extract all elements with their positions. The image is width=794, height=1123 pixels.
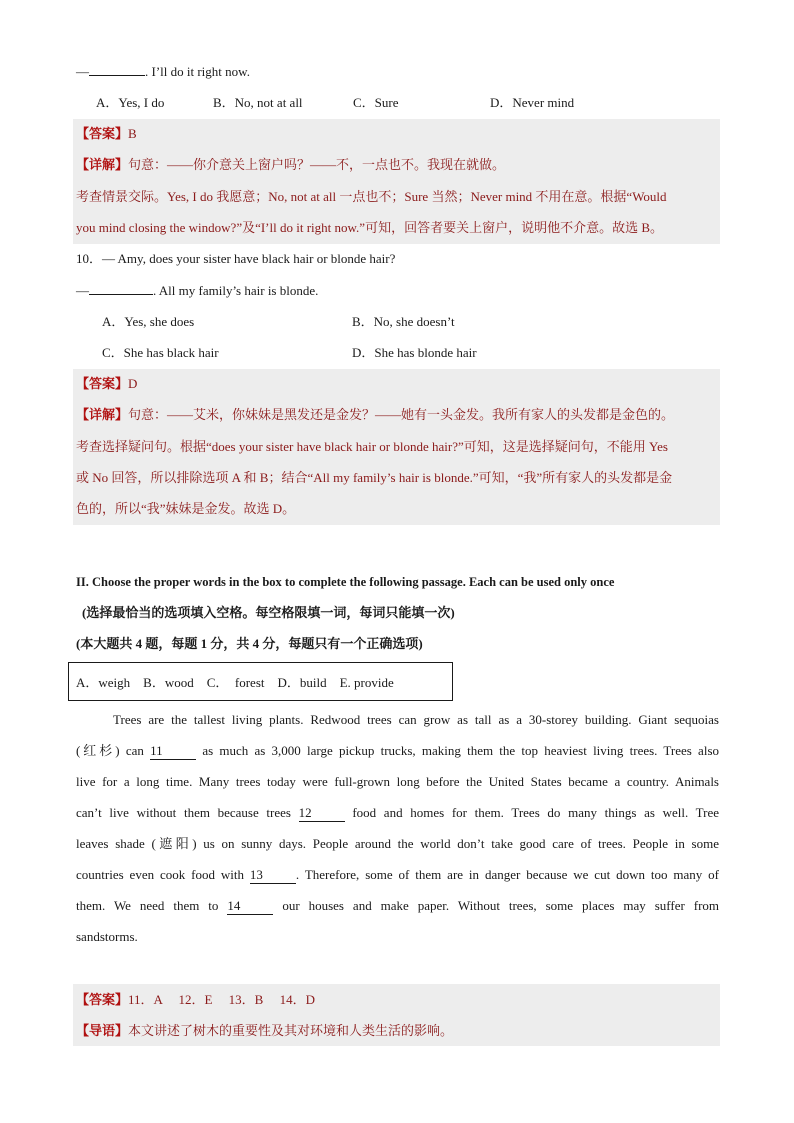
dash: — — [76, 64, 89, 79]
passage-line-2 — [76, 735, 719, 766]
q10-answer-row — [76, 374, 137, 394]
q10-option-a: A．Yes, she does — [102, 314, 195, 329]
section2-answers: 11．A 12．E 13．B 14．D — [128, 992, 315, 1007]
q10-prompt — [76, 281, 318, 301]
q9-answer-row — [76, 124, 137, 144]
q9-option-a: A．Yes, I do — [96, 95, 165, 110]
passage-text: . Therefore, some of them are in danger because we cut down too many of — [295, 867, 719, 882]
q10-detail-row — [76, 405, 674, 425]
q10-blank — [89, 294, 153, 295]
passage-line-1: Trees are the tallest living plants. Redwood trees can grow as tall as a 30-storey building. Giant sequoias — [113, 712, 719, 727]
answer-tag: 【答案】 — [76, 992, 129, 1007]
q10-prompt-text: . All my family’s hair is blonde. — [153, 283, 319, 298]
blank-13[interactable]: 13 — [250, 867, 296, 884]
q10-question: 10．— Amy, does your sister have black hair or blonde hair? — [76, 251, 396, 266]
q9-prompt — [76, 62, 250, 82]
section2-guide-row — [76, 1021, 453, 1041]
section2-answer-row — [76, 990, 315, 1010]
word-box — [68, 662, 453, 701]
passage-text: our houses and make paper. Without trees, some places may suffer from — [282, 898, 720, 913]
blank-14[interactable]: 14 — [227, 898, 273, 915]
q10-detail-1: 句意：——艾米，你妹妹是黑发还是金发？——她有一头金发。我所有家人的头发都是金色的。 — [128, 407, 675, 422]
section2-note: (本大题共 4 题，每题 1 分，共 4 分，每题只有一个正确选项) — [76, 636, 423, 651]
q10-answer-box — [73, 369, 720, 525]
section2-guide: 本文讲述了树木的重要性及其对环境和人类生活的影响。 — [128, 1023, 454, 1038]
passage-text: as much as 3,000 large pickup trucks, making them the top heaviest living trees. Trees also — [202, 743, 719, 758]
passage — [76, 704, 719, 952]
blank-11[interactable]: 11 — [150, 743, 196, 760]
answer-tag: 【答案】 — [76, 126, 129, 141]
passage-line-3: live for a long time. Many trees today were full-grown long before the United States became a country. Animals — [76, 774, 719, 789]
passage-line-5: leaves shade (遮阳) us on sunny days. People around the world don’t take good care of trees. People in some — [76, 836, 719, 851]
passage-text: them. We need them to — [76, 898, 219, 913]
section2-answer-box — [73, 984, 720, 1046]
passage-line-6 — [76, 859, 719, 890]
word-box-options: A．weigh B．wood C． forest D．build E. provide — [76, 675, 394, 690]
q9-detail-2: 考查情景交际。Yes, I do 我愿意；No, not at all 一点也不；Sure 当然；Never mind 不用在意。根据“Would — [76, 189, 667, 204]
section2-heading-cn: (选择最恰当的选项填入空格。每空格限填一词，每词只能填一次) — [82, 605, 455, 620]
detail-tag: 【详解】 — [76, 407, 129, 422]
q9-answer-box — [73, 119, 720, 244]
passage-line-7 — [76, 890, 719, 921]
q9-answer: B — [128, 126, 137, 141]
blank-12[interactable]: 12 — [299, 805, 345, 822]
passage-text: can’t live without them because trees — [76, 805, 291, 820]
q10-detail-2: 考查选择疑问句。根据“does your sister have black hair or blonde hair?”可知，这是选择疑问句，不能用 Yes — [76, 439, 668, 454]
detail-tag: 【详解】 — [76, 157, 129, 172]
q10-option-c: C．She has black hair — [102, 345, 219, 360]
q9-blank — [89, 75, 145, 76]
passage-text: food and homes for them. Trees do many things as well. Tree — [352, 805, 719, 820]
q9-detail-row — [76, 155, 505, 175]
q10-option-d: D．She has blonde hair — [352, 345, 477, 360]
passage-line-4 — [76, 797, 719, 828]
passage-text: (红杉) can — [76, 743, 144, 758]
q9-option-d: D．Never mind — [490, 95, 575, 110]
section2-heading: II. Choose the proper words in the box to complete the following passage. Each can be used only once — [76, 575, 615, 589]
q9-detail-1: 句意：——你介意关上窗户吗？——不，一点也不。我现在就做。 — [128, 157, 506, 172]
q10-answer: D — [128, 376, 138, 391]
dash: — — [76, 283, 89, 298]
passage-text: countries even cook food with — [76, 867, 244, 882]
q10-detail-3: 或 No 回答，所以排除选项 A 和 B；结合“All my family’s hair is blonde.”可知，“我”所有家人的头发都是金 — [76, 470, 673, 485]
q10-option-b: B．No, she doesn’t — [352, 314, 455, 329]
guide-tag: 【导语】 — [76, 1023, 129, 1038]
q9-prompt-text: . I’ll do it right now. — [145, 64, 250, 79]
q9-option-c: C．Sure — [353, 95, 399, 110]
q10-detail-4: 色的，所以“我”妹妹是金发。故选 D。 — [76, 501, 296, 516]
answer-tag: 【答案】 — [76, 376, 129, 391]
passage-line-8: sandstorms. — [76, 929, 138, 944]
q9-detail-3: you mind closing the window?”及“I’ll do it right now.”可知，回答者要关上窗户，说明他不介意。故选 B。 — [76, 220, 663, 235]
q9-option-b: B．No, not at all — [213, 95, 303, 110]
